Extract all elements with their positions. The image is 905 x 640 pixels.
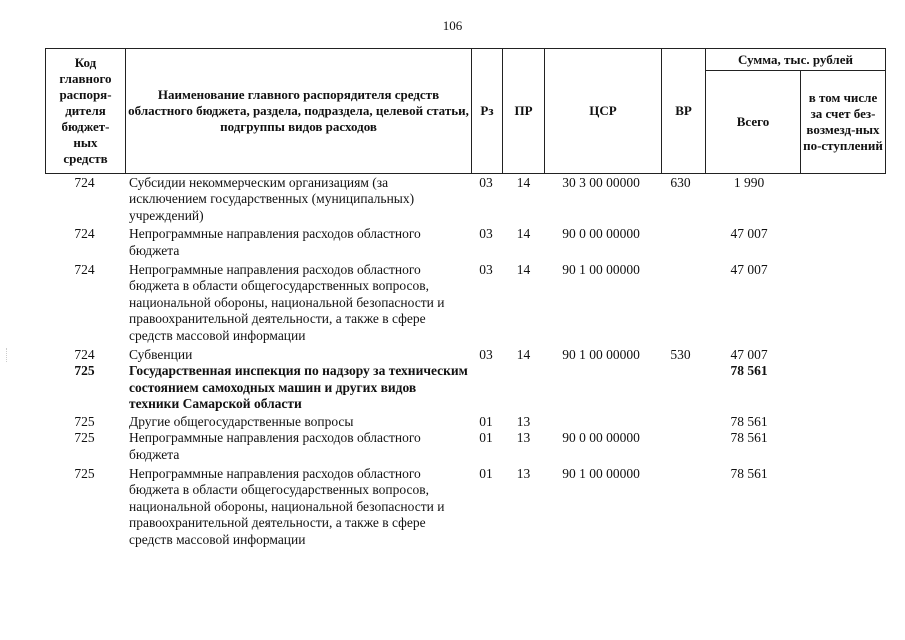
row-pr: 14 <box>516 175 531 190</box>
header-csr: ЦСР <box>545 49 662 174</box>
row-pr: 14 <box>516 347 531 363</box>
header-total: Всего <box>706 71 801 174</box>
row-csr: 90 1 00 00000 <box>562 347 640 363</box>
table-row <box>45 226 885 259</box>
table-row-section <box>45 363 885 412</box>
row-rz: 01 <box>479 465 493 481</box>
table-body <box>45 175 885 548</box>
table-row <box>45 262 885 344</box>
row-rz: 03 <box>479 262 493 278</box>
row-name: Другие общегосударственные вопросы <box>129 413 354 429</box>
row-code: 725 <box>74 465 95 481</box>
row-name: Субсидии некоммерческим организациям (за исключением государственных (муниципальных) учреждений) <box>129 175 415 223</box>
header-incl: в том числе за счет без-возмезд-ных по-ступлений <box>801 71 886 174</box>
row-total: 47 007 <box>730 226 768 242</box>
row-total: 78 561 <box>730 363 768 379</box>
row-pr: 13 <box>516 465 531 481</box>
row-csr: 90 0 00 00000 <box>562 430 640 446</box>
row-vr: 630 <box>670 175 691 190</box>
header-code: Код главного распоря-дителя бюджет-ных средств <box>46 49 126 174</box>
scan-margin-mark <box>6 348 19 362</box>
table-row <box>45 430 885 463</box>
row-total: 1 990 <box>733 175 765 190</box>
row-total: 78 561 <box>730 430 768 446</box>
row-total: 78 561 <box>730 413 768 429</box>
row-pr: 13 <box>516 413 531 429</box>
table-row <box>45 347 885 363</box>
row-code: 724 <box>74 262 95 278</box>
row-code: 724 <box>74 347 95 363</box>
header-sum: Сумма, тыс. рублей <box>706 49 886 71</box>
header-vr: ВР <box>662 49 706 174</box>
row-pr: 14 <box>516 226 531 242</box>
table-row <box>45 175 885 224</box>
row-total: 47 007 <box>730 347 768 363</box>
row-code: 725 <box>74 430 95 446</box>
row-name: Субвенции <box>129 347 193 363</box>
row-rz: 01 <box>479 430 493 446</box>
table-row <box>45 414 885 430</box>
row-name: Непрограммные направления расходов областного бюджета в области общегосударственных вопросов, национальной обороны, национальной безопасности и правоохранительной деятельности, а также в сфере средств массовой информации <box>129 262 445 343</box>
row-rz: 01 <box>479 413 493 429</box>
row-csr: 90 1 00 00000 <box>562 465 640 481</box>
page-number: 106 <box>442 18 463 33</box>
table-header <box>45 48 886 174</box>
table-row <box>45 466 885 548</box>
row-csr: 30 3 00 00000 <box>562 175 640 190</box>
row-pr: 13 <box>516 430 531 446</box>
header-name: Наименование главного распорядителя средств областного бюджета, раздела, подраздела, целевой статьи, подгруппы видов расходов <box>126 49 472 174</box>
row-rz: 03 <box>479 347 493 363</box>
row-code: 724 <box>74 175 95 190</box>
row-name: Непрограммные направления расходов областного бюджета <box>129 430 421 462</box>
row-total: 47 007 <box>730 262 768 278</box>
row-vr: 530 <box>670 347 691 363</box>
row-total: 78 561 <box>730 465 768 481</box>
header-pr: ПР <box>503 49 545 174</box>
row-name: Непрограммные направления расходов областного бюджета в области общегосударственных вопросов, национальной обороны, национальной безопасности и правоохранительной деятельности, а также в сфере средств массовой информации <box>129 465 445 547</box>
row-code: 725 <box>74 413 95 429</box>
header-rz: Рз <box>472 49 503 174</box>
row-csr: 90 1 00 00000 <box>562 262 640 278</box>
row-name: Непрограммные направления расходов областного бюджета <box>129 226 421 258</box>
row-rz: 03 <box>479 175 493 190</box>
row-csr: 90 0 00 00000 <box>562 226 640 242</box>
row-code: 725 <box>74 363 95 379</box>
row-pr: 14 <box>516 262 531 278</box>
row-rz: 03 <box>479 226 493 242</box>
row-code: 724 <box>74 226 95 242</box>
row-name: Государственная инспекция по надзору за техническим состоянием самоходных машин и других видов техники Самарской области <box>129 363 468 412</box>
